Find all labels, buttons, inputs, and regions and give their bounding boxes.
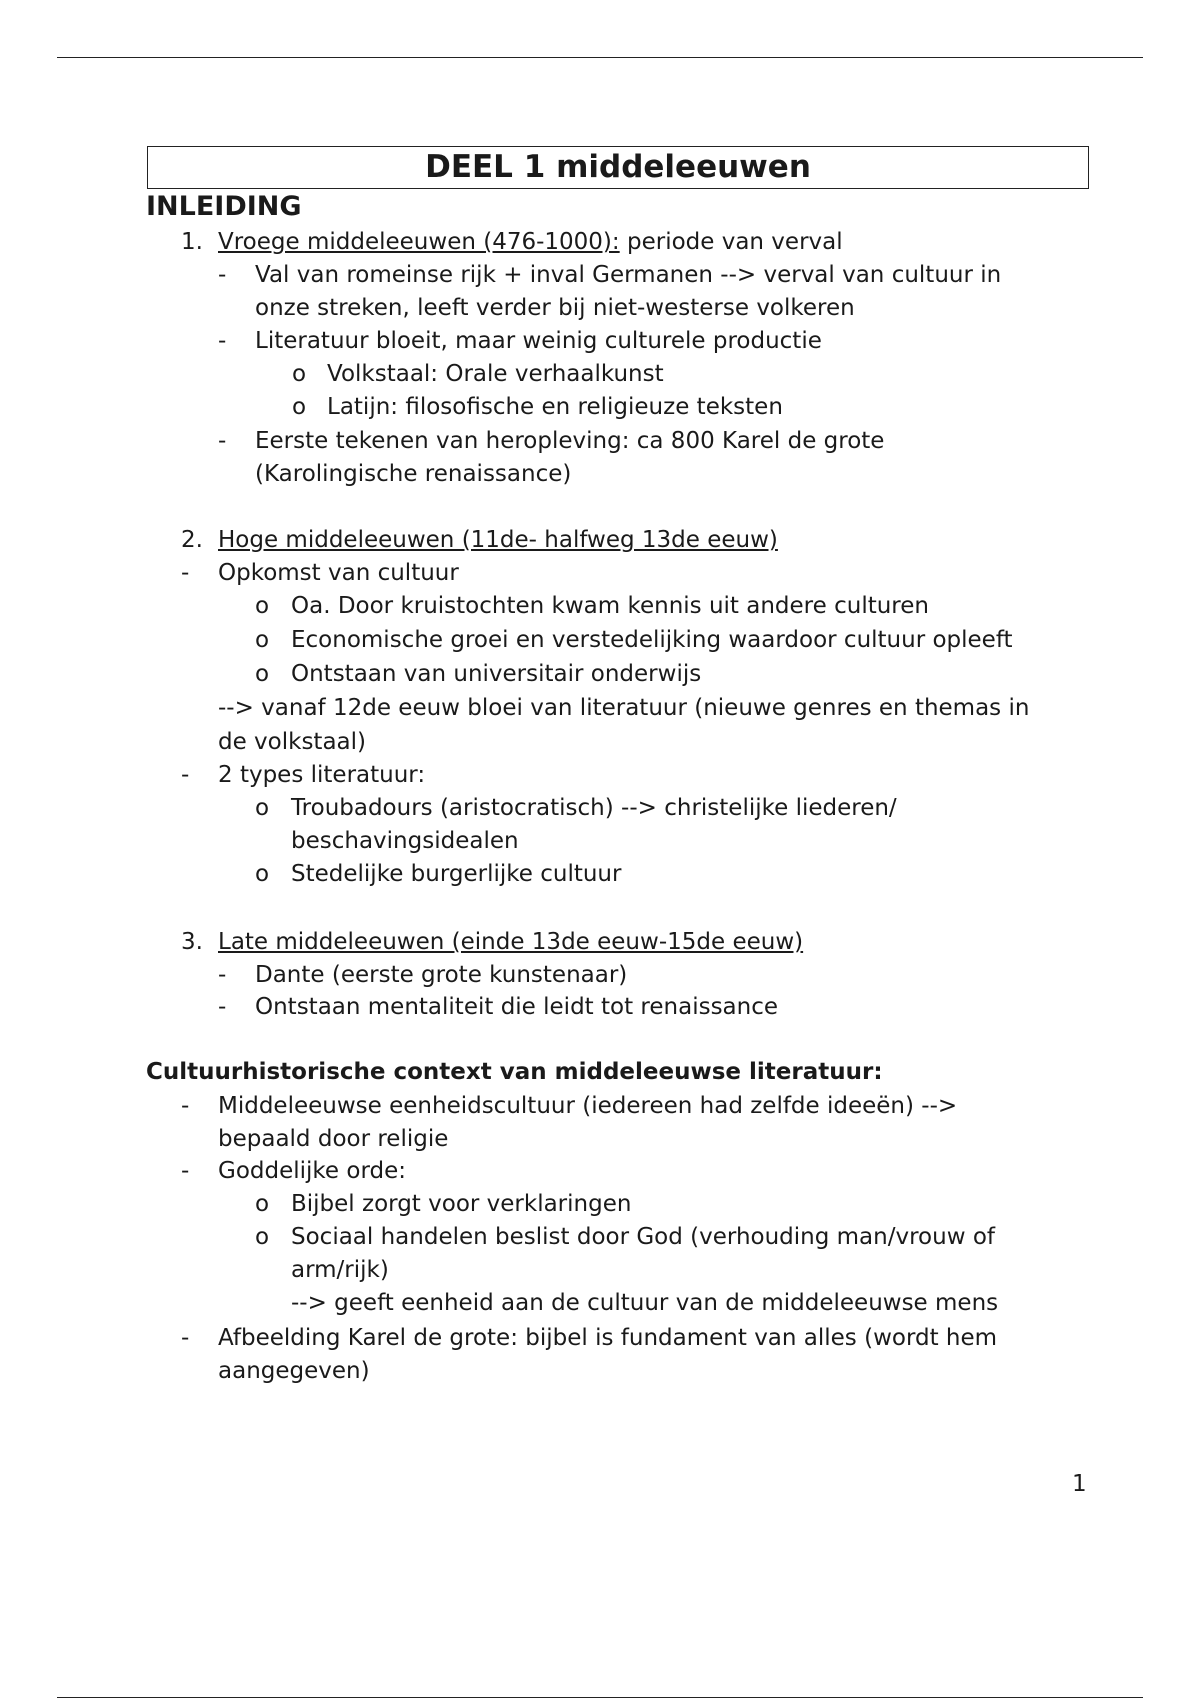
list-item: arm/rijk) [291,1257,389,1283]
list-item: 2 types literatuur: [218,762,426,788]
dash-bullet: - [218,994,227,1020]
arrow-note: de volkstaal) [218,729,367,755]
subsection-text: periode van verval [619,229,843,255]
circle-bullet: o [255,661,270,687]
subsection-title: Vroege middeleeuwen (476-1000): [218,229,620,255]
list-item: Bijbel zorgt voor verklaringen [291,1191,632,1217]
list-number: 3. [181,929,203,955]
document-title: DEEL 1 middeleeuwen [147,146,1089,189]
circle-bullet: o [255,627,270,653]
circle-bullet: o [292,394,307,420]
list-item: Dante (eerste grote kunstenaar) [255,962,628,988]
dash-bullet: - [181,1158,190,1184]
dash-bullet: - [218,262,227,288]
list-item: Ontstaan mentaliteit die leidt tot renaissance [255,994,779,1020]
list-number: 1. [181,229,203,255]
list-item: Eerste tekenen van heropleving: ca 800 Karel de grote [255,428,885,454]
list-item: Afbeelding Karel de grote: bijbel is fundament van alles (wordt hem [218,1325,998,1351]
list-item: onze streken, leeft verder bij niet-westerse volkeren [255,295,855,321]
list-item: (Karolingische renaissance) [255,461,572,487]
dash-bullet: - [181,762,190,788]
list-item: Stedelijke burgerlijke cultuur [291,861,622,887]
dash-bullet: - [218,328,227,354]
circle-bullet: o [255,593,270,619]
dash-bullet: - [181,560,190,586]
circle-bullet: o [255,1224,270,1250]
circle-bullet: o [255,861,270,887]
arrow-note: --> geeft eenheid aan de cultuur van de middeleeuwse mens [291,1290,999,1316]
list-item: Val van romeinse rijk + inval Germanen --> verval van cultuur in [255,262,1002,288]
list-item: Sociaal handelen beslist door God (verhouding man/vrouw of [291,1224,995,1250]
footer-rule [57,1697,1143,1698]
section-heading: INLEIDING [146,191,302,222]
dash-bullet: - [181,1325,190,1351]
circle-bullet: o [255,1191,270,1217]
list-item: Oa. Door kruistochten kwam kennis uit andere culturen [291,593,929,619]
list-item: bepaald door religie [218,1126,449,1152]
list-item: Middeleeuwse eenheidscultuur (iedereen had zelfde ideeën) --> [218,1093,958,1119]
dash-bullet: - [218,428,227,454]
circle-bullet: o [292,361,307,387]
arrow-note: --> vanaf 12de eeuw bloei van literatuur (nieuwe genres en themas in [218,695,1030,721]
list-item: aangegeven) [218,1358,370,1384]
list-item: Troubadours (aristocratisch) --> christelijke liederen/ [291,795,897,821]
list-item: Volkstaal: Orale verhaalkunst [327,361,664,387]
circle-bullet: o [255,795,270,821]
list-item: Economische groei en verstedelijking waardoor cultuur opleeft [291,627,1013,653]
list-item: Opkomst van cultuur [218,560,459,586]
list-item: Goddelijke orde: [218,1158,406,1184]
list-number: 2. [181,527,203,553]
list-item: Literatuur bloeit, maar weinig culturele productie [255,328,822,354]
header-rule [57,57,1143,58]
context-heading: Cultuurhistorische context van middeleeuwse literatuur: [146,1059,883,1085]
list-item [218,226,843,259]
page-number: 1 [1072,1471,1087,1497]
list-item: Ontstaan van universitair onderwijs [291,661,702,687]
list-item: Latijn: filosofische en religieuze teksten [327,394,783,420]
dash-bullet: - [218,962,227,988]
list-item: beschavingsidealen [291,828,519,854]
subsection-title: Late middeleeuwen (einde 13de eeuw-15de eeuw) [218,929,804,955]
subsection-title: Hoge middeleeuwen (11de- halfweg 13de eeuw) [218,527,778,553]
dash-bullet: - [181,1093,190,1119]
